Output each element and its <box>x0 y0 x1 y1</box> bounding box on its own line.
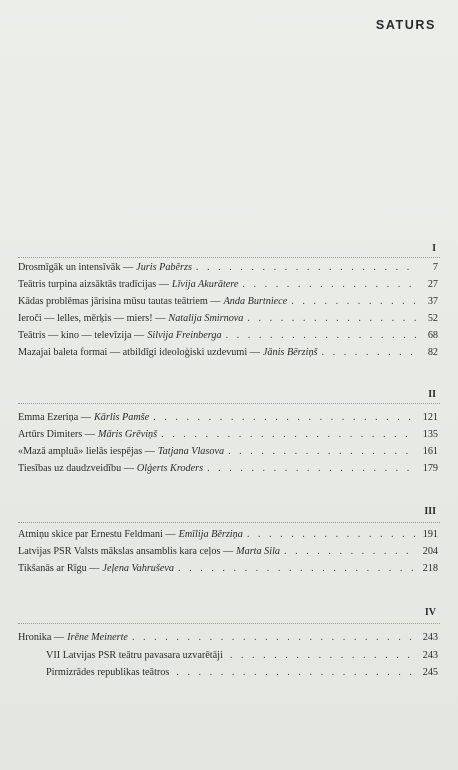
entry-title: Kādas problēmas jārisina mūsu tautas teātriem — <box>18 296 221 307</box>
entry-author: Natalija Smirnova <box>168 313 244 324</box>
toc-entry <box>46 650 438 664</box>
entry-page: 82 <box>427 347 438 358</box>
entry-title: Mazajai baleta formai — atbildīgi ideoloģiski uzdevumi — <box>18 347 260 358</box>
entry-title: Hronika — <box>18 632 65 643</box>
entry-page: 52 <box>427 313 438 324</box>
entry-author: Kārlis Pamše <box>93 412 150 423</box>
dot-leader <box>247 529 416 540</box>
dot-leader <box>153 412 416 423</box>
toc-entry <box>18 563 438 577</box>
toc-entry <box>18 330 438 344</box>
dot-leader <box>322 347 416 358</box>
entry-title: Emma Ezeriņa — <box>18 412 91 423</box>
entry-author: Emīlija Bērziņa <box>178 529 243 540</box>
entry-author: Jeļena Vahruševa <box>102 563 174 574</box>
entry-title: Pirmizrādes republikas teātros <box>46 667 170 678</box>
toc-entry <box>18 546 438 560</box>
entry-page: 204 <box>422 546 438 557</box>
section-divider <box>18 403 440 404</box>
entry-title: Atmiņu skice par Ernestu Feldmani — <box>18 529 176 540</box>
toc-entry <box>18 446 438 460</box>
section-number: III <box>424 506 436 517</box>
entry-page: 245 <box>422 667 438 678</box>
dot-leader <box>176 667 416 678</box>
entry-page: 37 <box>427 296 438 307</box>
toc-entry <box>18 347 438 361</box>
entry-page: 7 <box>432 262 438 273</box>
dot-leader <box>247 313 416 324</box>
dot-leader <box>230 650 416 661</box>
section-number: I <box>432 243 436 254</box>
toc-entry <box>18 463 438 477</box>
dot-leader <box>284 546 416 557</box>
entry-title: Teātris turpina aizsāktās tradīcijas — <box>18 279 169 290</box>
entry-author: Līvija Akurātere <box>171 279 239 290</box>
toc-entry <box>18 296 438 310</box>
toc-entry <box>18 313 438 327</box>
dot-leader <box>242 279 416 290</box>
entry-title: Drosmīgāk un intensīvāk — <box>18 262 134 273</box>
entry-author: Irēne Meinerte <box>67 632 128 643</box>
entry-author: Māris Grēviņš <box>97 429 158 440</box>
entry-page: 179 <box>422 463 438 474</box>
entry-title: Latvijas PSR Valsts mākslas ansamblis kara ceļos — <box>18 546 234 557</box>
dot-leader <box>132 632 416 643</box>
entry-page: 218 <box>422 563 438 574</box>
entry-page: 161 <box>422 446 438 457</box>
entry-author: Jānis Bērziņš <box>262 347 318 358</box>
section-number: IV <box>424 607 436 618</box>
entry-title: «Mazā ampluā» lielās iespējas — <box>18 446 155 457</box>
entry-page: 243 <box>422 632 438 643</box>
entry-author: Marta Sila <box>236 546 281 557</box>
toc-entry <box>18 529 438 543</box>
toc-entry <box>18 412 438 426</box>
toc-entry <box>18 632 438 646</box>
entry-page: 68 <box>427 330 438 341</box>
dot-leader <box>161 429 416 440</box>
entry-page: 243 <box>422 650 438 661</box>
toc-entry <box>18 279 438 293</box>
dot-leader <box>291 296 416 307</box>
toc-entry <box>18 262 438 276</box>
entry-page: 135 <box>422 429 438 440</box>
entry-page: 27 <box>427 279 438 290</box>
section-divider <box>18 623 440 624</box>
entry-title: Tiesības uz daudzveidību — <box>18 463 134 474</box>
dot-leader <box>226 330 416 341</box>
entry-page: 191 <box>422 529 438 540</box>
contents-title: SATURS <box>375 18 436 32</box>
section-divider <box>18 522 440 523</box>
toc-entry <box>18 429 438 443</box>
section-divider <box>18 257 440 258</box>
entry-author: Olģerts Kroders <box>136 463 204 474</box>
entry-title: Teātris — kino — televīzija — <box>18 330 145 341</box>
dot-leader <box>207 463 416 474</box>
entry-author: Juris Pabērzs <box>136 262 192 273</box>
entry-author: Anda Burtniece <box>223 296 288 307</box>
entry-author: Tatjana Vlasova <box>157 446 225 457</box>
section-number: II <box>428 389 436 400</box>
entry-title: Ieroči — lelles, mērķis — miers! — <box>18 313 166 324</box>
dot-leader <box>178 563 416 574</box>
entry-title: Tikšanās ar Rīgu — <box>18 563 100 574</box>
entry-author: Silvija Freinberga <box>147 330 222 341</box>
dot-leader <box>196 262 416 273</box>
entry-page: 121 <box>422 412 438 423</box>
entry-title: Artūrs Dimiters — <box>18 429 95 440</box>
toc-entry <box>46 667 438 681</box>
dot-leader <box>228 446 416 457</box>
entry-title: VII Latvijas PSR teātru pavasara uzvarētāji <box>46 650 223 661</box>
